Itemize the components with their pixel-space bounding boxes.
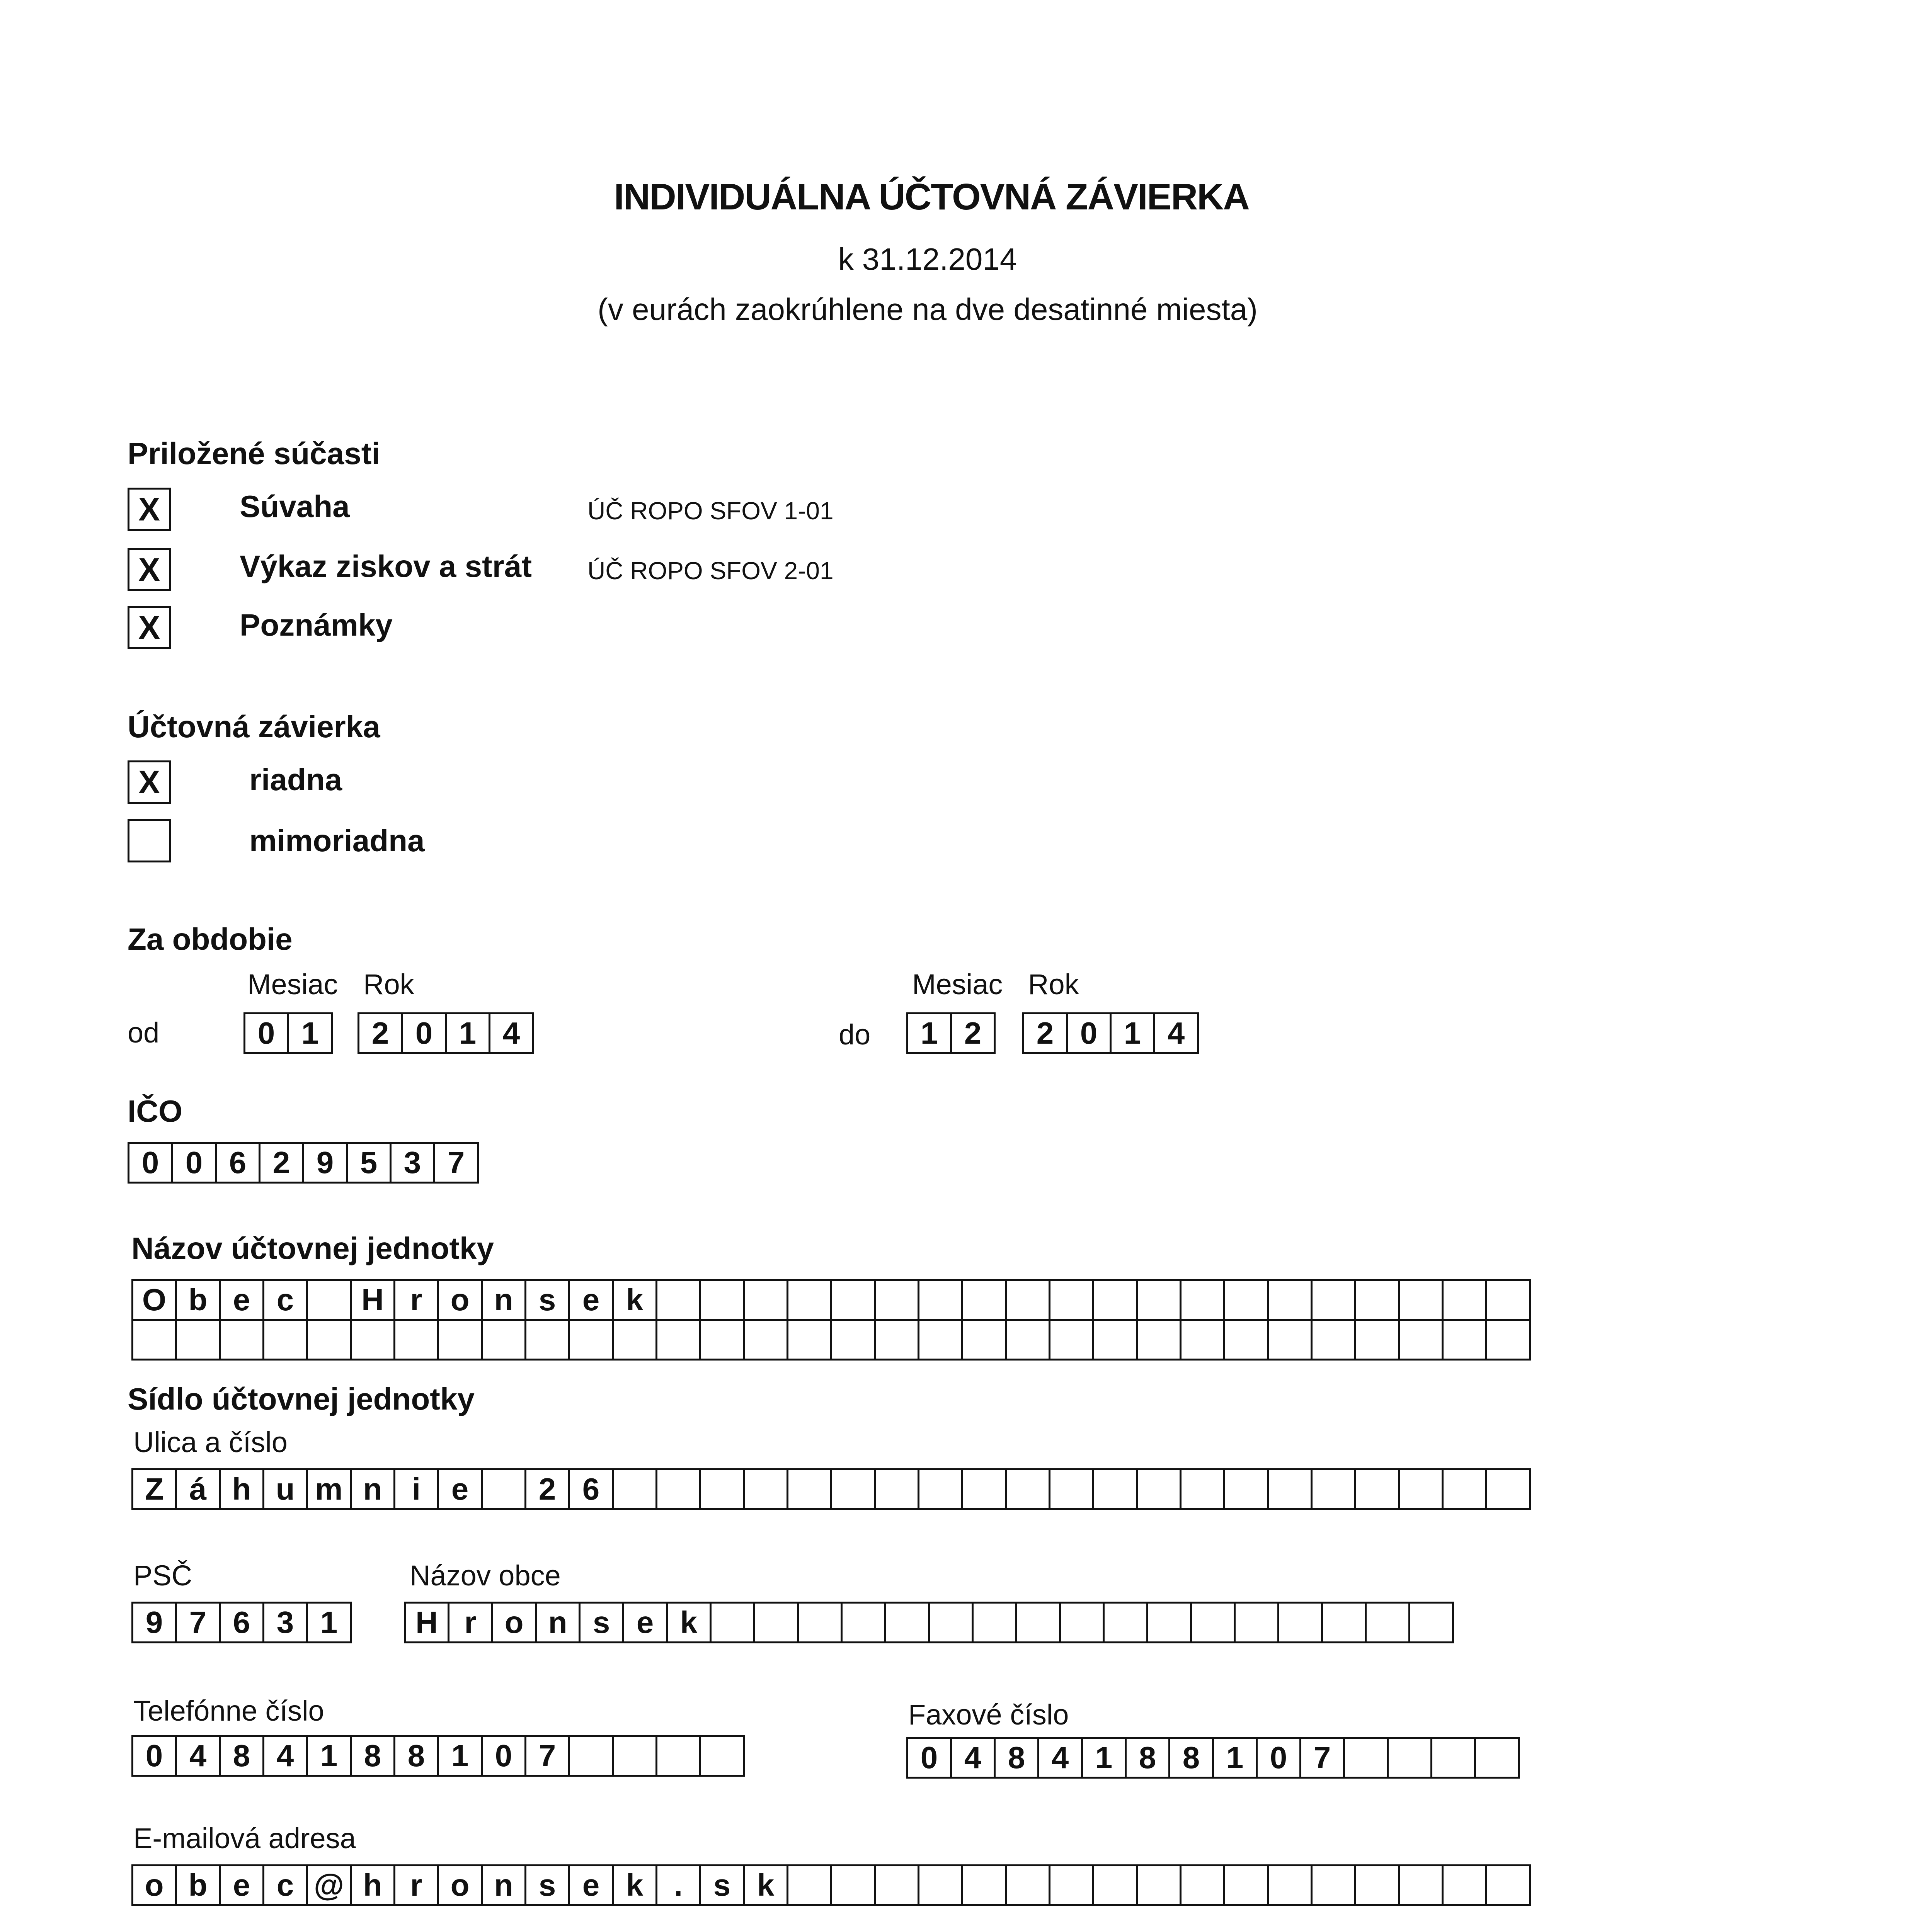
- char-box: [1180, 1319, 1225, 1361]
- char-box: [1005, 1864, 1050, 1906]
- char-box: [1005, 1468, 1050, 1510]
- from-label: od: [128, 1017, 160, 1049]
- char-box: 2: [1022, 1012, 1068, 1054]
- char-box: [1223, 1279, 1269, 1321]
- char-box: k: [666, 1602, 712, 1643]
- char-box: r: [393, 1279, 439, 1321]
- char-box: [1136, 1279, 1182, 1321]
- char-box: [481, 1319, 526, 1361]
- to-month-boxes[interactable]: [906, 1012, 996, 1054]
- char-box: [710, 1602, 755, 1643]
- char-box: [1223, 1864, 1269, 1906]
- phone-label: Telefónne číslo: [133, 1695, 324, 1727]
- char-box: [874, 1864, 919, 1906]
- char-box: 7: [524, 1735, 570, 1777]
- char-box: [612, 1468, 657, 1510]
- char-box: [699, 1319, 745, 1361]
- char-box: n: [350, 1468, 395, 1510]
- char-box: [1442, 1319, 1487, 1361]
- char-box: Z: [131, 1468, 177, 1510]
- char-box: 0: [171, 1142, 217, 1184]
- char-box: [743, 1279, 788, 1321]
- char-box: [1343, 1737, 1389, 1779]
- char-box: [874, 1279, 919, 1321]
- char-box: [918, 1279, 963, 1321]
- phone-boxes[interactable]: [131, 1735, 745, 1777]
- char-box: [1442, 1279, 1487, 1321]
- checkbox-suvaha[interactable]: X: [128, 488, 171, 531]
- char-box: [219, 1319, 264, 1361]
- label-vykaz: Výkaz ziskov a strát: [240, 549, 532, 583]
- char-box: [743, 1468, 788, 1510]
- char-box: [437, 1319, 483, 1361]
- statement-heading: Účtovná závierka: [128, 709, 380, 744]
- char-box: [1311, 1864, 1356, 1906]
- char-box: [1442, 1864, 1487, 1906]
- char-box: [568, 1735, 614, 1777]
- char-box: [1408, 1602, 1454, 1643]
- char-box: [1103, 1602, 1148, 1643]
- ico-boxes[interactable]: [128, 1142, 479, 1184]
- char-box: 8: [994, 1737, 1039, 1779]
- char-box: b: [175, 1279, 221, 1321]
- currency-note: (v eurách zaokrúhlene na dve desatinné miesta): [598, 292, 1258, 327]
- char-box: [1354, 1864, 1400, 1906]
- char-box: 9: [302, 1142, 348, 1184]
- from-month-boxes[interactable]: [243, 1012, 333, 1054]
- char-box: 4: [175, 1735, 221, 1777]
- char-box: 1: [1110, 1012, 1155, 1054]
- char-box: 0: [1256, 1737, 1301, 1779]
- psc-label: PSČ: [133, 1560, 192, 1592]
- char-box: [1049, 1468, 1094, 1510]
- char-box: 1: [445, 1012, 490, 1054]
- char-box: [961, 1319, 1007, 1361]
- char-box: e: [568, 1279, 614, 1321]
- char-box: 4: [950, 1737, 996, 1779]
- char-box: 8: [350, 1735, 395, 1777]
- char-box: [918, 1319, 963, 1361]
- attached-heading: Priložené súčasti: [128, 436, 380, 471]
- char-box: [918, 1864, 963, 1906]
- checkbox-poznamky[interactable]: X: [128, 606, 171, 649]
- char-box: [175, 1319, 221, 1361]
- char-box: 8: [393, 1735, 439, 1777]
- char-box: [1267, 1279, 1313, 1321]
- char-box: [393, 1319, 439, 1361]
- city-boxes[interactable]: [404, 1602, 1454, 1643]
- char-box: k: [612, 1279, 657, 1321]
- fax-boxes[interactable]: [906, 1737, 1520, 1779]
- char-box: e: [622, 1602, 668, 1643]
- char-box: [1190, 1602, 1236, 1643]
- char-box: [1049, 1864, 1094, 1906]
- date-line: k 31.12.2014: [838, 242, 1017, 276]
- char-box: [1005, 1319, 1050, 1361]
- char-box: [1485, 1319, 1531, 1361]
- char-box: 0: [906, 1737, 952, 1779]
- char-box: 1: [306, 1602, 352, 1643]
- char-box: 4: [262, 1735, 308, 1777]
- char-box: [874, 1319, 919, 1361]
- char-box: 4: [1037, 1737, 1083, 1779]
- char-box: i: [393, 1468, 439, 1510]
- char-box: [961, 1468, 1007, 1510]
- char-box: r: [448, 1602, 493, 1643]
- char-box: u: [262, 1468, 308, 1510]
- char-box: 1: [906, 1012, 952, 1054]
- char-box: s: [699, 1864, 745, 1906]
- seat-heading: Sídlo účtovnej jednotky: [128, 1382, 475, 1416]
- char-box: [612, 1735, 657, 1777]
- char-box: 8: [1168, 1737, 1214, 1779]
- label-poznamky: Poznámky: [240, 608, 393, 642]
- char-box: [1267, 1468, 1313, 1510]
- char-box: 3: [262, 1602, 308, 1643]
- char-box: m: [306, 1468, 352, 1510]
- char-box: e: [568, 1864, 614, 1906]
- char-box: [1430, 1737, 1476, 1779]
- char-box: [1321, 1602, 1367, 1643]
- label-suvaha: Súvaha: [240, 489, 350, 524]
- char-box: [1136, 1864, 1182, 1906]
- char-box: [1136, 1319, 1182, 1361]
- char-box: [1485, 1279, 1531, 1321]
- char-box: [1015, 1602, 1061, 1643]
- char-box: 1: [1081, 1737, 1127, 1779]
- char-box: [481, 1468, 526, 1510]
- char-box: [1234, 1602, 1279, 1643]
- char-box: H: [350, 1279, 395, 1321]
- char-box: [655, 1279, 701, 1321]
- char-box: [961, 1864, 1007, 1906]
- char-box: [306, 1319, 352, 1361]
- char-box: [1180, 1864, 1225, 1906]
- char-box: s: [524, 1864, 570, 1906]
- char-box: [1485, 1864, 1531, 1906]
- char-box: [568, 1319, 614, 1361]
- char-box: [841, 1602, 886, 1643]
- to-month-label: Mesiac: [912, 968, 1003, 1000]
- char-box: á: [175, 1468, 221, 1510]
- char-box: [1311, 1468, 1356, 1510]
- char-box: n: [535, 1602, 581, 1643]
- char-box: .: [655, 1864, 701, 1906]
- char-box: [874, 1468, 919, 1510]
- char-box: 0: [243, 1012, 289, 1054]
- char-box: 7: [1299, 1737, 1345, 1779]
- char-box: [1398, 1468, 1444, 1510]
- char-box: [830, 1864, 876, 1906]
- label-riadna: riadna: [249, 762, 342, 797]
- char-box: [1180, 1279, 1225, 1321]
- char-box: [830, 1468, 876, 1510]
- char-box: [1049, 1279, 1094, 1321]
- char-box: e: [219, 1279, 264, 1321]
- char-box: 0: [128, 1142, 173, 1184]
- fax-label: Faxové číslo: [908, 1699, 1069, 1731]
- char-box: [1223, 1468, 1269, 1510]
- from-year-boxes[interactable]: [358, 1012, 534, 1054]
- char-box: [1092, 1864, 1138, 1906]
- char-box: [1485, 1468, 1531, 1510]
- checkbox-vykaz[interactable]: X: [128, 548, 171, 591]
- char-box: [830, 1319, 876, 1361]
- char-box: [1005, 1279, 1050, 1321]
- period-heading: Za obdobie: [128, 922, 293, 956]
- char-box: k: [612, 1864, 657, 1906]
- char-box: [655, 1735, 701, 1777]
- char-box: [1354, 1319, 1400, 1361]
- code-suvaha: ÚČ ROPO SFOV 1-01: [587, 497, 834, 525]
- char-box: [928, 1602, 974, 1643]
- char-box: 7: [433, 1142, 479, 1184]
- char-box: 8: [219, 1735, 264, 1777]
- checkbox-riadna[interactable]: X: [128, 760, 171, 804]
- char-box: [797, 1602, 843, 1643]
- char-box: [1223, 1319, 1269, 1361]
- to-year-label: Rok: [1028, 968, 1079, 1000]
- char-box: [961, 1279, 1007, 1321]
- street-boxes[interactable]: [131, 1468, 1531, 1510]
- char-box: [1474, 1737, 1520, 1779]
- char-box: [918, 1468, 963, 1510]
- char-box: [655, 1468, 701, 1510]
- char-box: s: [579, 1602, 624, 1643]
- psc-boxes[interactable]: [131, 1602, 352, 1643]
- char-box: [1398, 1864, 1444, 1906]
- char-box: 9: [131, 1602, 177, 1643]
- char-box: k: [743, 1864, 788, 1906]
- char-box: b: [175, 1864, 221, 1906]
- char-box: s: [524, 1279, 570, 1321]
- email-boxes[interactable]: [131, 1864, 1531, 1906]
- char-box: n: [481, 1279, 526, 1321]
- char-box: [1311, 1319, 1356, 1361]
- char-box: 0: [1066, 1012, 1112, 1054]
- char-box: [884, 1602, 930, 1643]
- label-mimoriadna: mimoriadna: [249, 823, 425, 858]
- checkbox-mimoriadna[interactable]: [128, 819, 171, 862]
- char-box: [350, 1319, 395, 1361]
- char-box: [1180, 1468, 1225, 1510]
- char-box: [787, 1279, 832, 1321]
- char-box: 0: [401, 1012, 447, 1054]
- char-box: 6: [215, 1142, 260, 1184]
- char-box: 4: [1153, 1012, 1199, 1054]
- char-box: [1365, 1602, 1410, 1643]
- street-label: Ulica a číslo: [133, 1426, 288, 1458]
- char-box: [787, 1864, 832, 1906]
- char-box: [1267, 1319, 1313, 1361]
- char-box: [1092, 1319, 1138, 1361]
- email-label: E-mailová adresa: [133, 1822, 356, 1854]
- entity-name-heading: Názov účtovnej jednotky: [131, 1231, 494, 1265]
- from-year-label: Rok: [363, 968, 414, 1000]
- char-box: 2: [950, 1012, 996, 1054]
- char-box: o: [491, 1602, 537, 1643]
- char-box: H: [404, 1602, 449, 1643]
- char-box: 8: [1125, 1737, 1170, 1779]
- to-label: do: [839, 1019, 871, 1051]
- char-box: n: [481, 1864, 526, 1906]
- char-box: o: [437, 1279, 483, 1321]
- char-box: @: [306, 1864, 352, 1906]
- char-box: 1: [306, 1735, 352, 1777]
- char-box: c: [262, 1864, 308, 1906]
- char-box: h: [219, 1468, 264, 1510]
- char-box: [1059, 1602, 1105, 1643]
- char-box: 4: [489, 1012, 534, 1054]
- char-box: o: [437, 1864, 483, 1906]
- char-box: 0: [131, 1735, 177, 1777]
- char-box: e: [219, 1864, 264, 1906]
- char-box: [699, 1468, 745, 1510]
- char-box: 3: [390, 1142, 435, 1184]
- char-box: [1398, 1319, 1444, 1361]
- char-box: [1311, 1279, 1356, 1321]
- char-box: [787, 1319, 832, 1361]
- char-box: [612, 1319, 657, 1361]
- char-box: 2: [358, 1012, 403, 1054]
- char-box: [787, 1468, 832, 1510]
- char-box: 1: [1212, 1737, 1258, 1779]
- char-box: [972, 1602, 1017, 1643]
- char-box: [1136, 1468, 1182, 1510]
- char-box: [1277, 1602, 1323, 1643]
- char-box: [262, 1319, 308, 1361]
- document-title: INDIVIDUÁLNA ÚČTOVNÁ ZÁVIERKA: [614, 176, 1249, 218]
- char-box: [306, 1279, 352, 1321]
- to-year-boxes[interactable]: [1022, 1012, 1199, 1054]
- char-box: [699, 1735, 745, 1777]
- char-box: [524, 1319, 570, 1361]
- code-vykaz: ÚČ ROPO SFOV 2-01: [587, 557, 834, 585]
- char-box: o: [131, 1864, 177, 1906]
- city-label: Názov obce: [410, 1560, 561, 1592]
- char-box: [655, 1319, 701, 1361]
- from-month-label: Mesiac: [247, 968, 338, 1000]
- entity-name-line-2[interactable]: [131, 1319, 1531, 1361]
- char-box: [1442, 1468, 1487, 1510]
- char-box: [830, 1279, 876, 1321]
- char-box: [1146, 1602, 1192, 1643]
- char-box: r: [393, 1864, 439, 1906]
- char-box: 0: [481, 1735, 526, 1777]
- char-box: [753, 1602, 799, 1643]
- char-box: [1354, 1468, 1400, 1510]
- char-box: c: [262, 1279, 308, 1321]
- char-box: h: [350, 1864, 395, 1906]
- ico-heading: IČO: [128, 1094, 183, 1128]
- char-box: [743, 1319, 788, 1361]
- char-box: 1: [437, 1735, 483, 1777]
- char-box: 1: [287, 1012, 333, 1054]
- entity-name-line-1[interactable]: [131, 1279, 1531, 1321]
- char-box: 2: [259, 1142, 304, 1184]
- char-box: O: [131, 1279, 177, 1321]
- char-box: 7: [175, 1602, 221, 1643]
- char-box: [1354, 1279, 1400, 1321]
- char-box: [699, 1279, 745, 1321]
- char-box: 6: [568, 1468, 614, 1510]
- char-box: [1267, 1864, 1313, 1906]
- char-box: [1092, 1468, 1138, 1510]
- char-box: [131, 1319, 177, 1361]
- char-box: 6: [219, 1602, 264, 1643]
- char-box: [1092, 1279, 1138, 1321]
- char-box: e: [437, 1468, 483, 1510]
- char-box: [1387, 1737, 1432, 1779]
- char-box: [1398, 1279, 1444, 1321]
- char-box: [1049, 1319, 1094, 1361]
- char-box: 5: [346, 1142, 392, 1184]
- char-box: 2: [524, 1468, 570, 1510]
